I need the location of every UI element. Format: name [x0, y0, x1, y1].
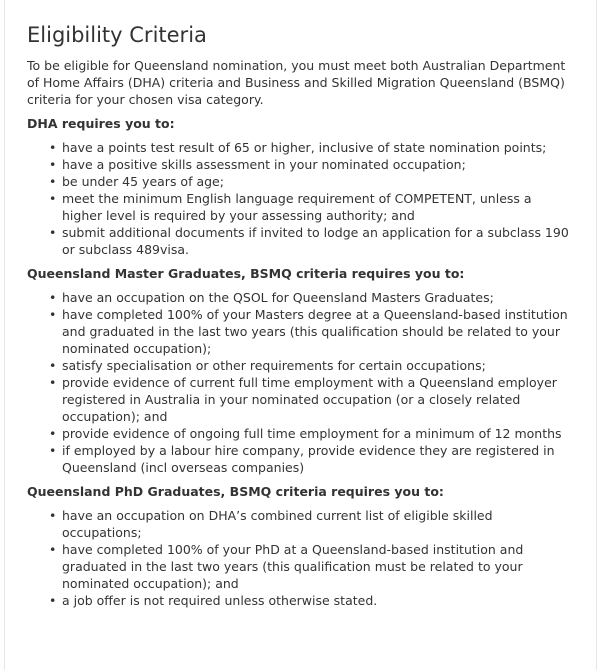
right-border: [596, 0, 597, 670]
bullet-icon: •: [49, 191, 57, 206]
list-item: • if employed by a labour hire company, provide evidence they are registered in Queensland (incl overseas companies): [49, 443, 555, 475]
bullet-icon: •: [49, 593, 57, 608]
list-item: • have completed 100% of your Masters degree at a Queensland-based institution and graduated in the last two years (this qualification should be related to your nominated occupation);: [49, 307, 568, 356]
section-heading-masters: Queensland Master Graduates, BSMQ criteria requires you to:: [27, 266, 465, 281]
bullet-icon: •: [49, 225, 57, 240]
bullet-icon: •: [49, 174, 57, 189]
list-item: • be under 45 years of age;: [49, 174, 224, 189]
bullet-icon: •: [49, 508, 57, 523]
bullet-icon: •: [49, 358, 57, 373]
list-item: • provide evidence of current full time employment with a Queensland employer registered in Australia in your nominated occupation (or a closely related occupation); and: [49, 375, 557, 424]
section-heading-phd: Queensland PhD Graduates, BSMQ criteria requires you to:: [27, 484, 444, 499]
dha-requirements-list: [27, 139, 575, 258]
list-item: • have completed 100% of your PhD at a Queensland-based institution and graduated in the last two years (this qualification must be related to your nominated occupation); and: [49, 542, 524, 591]
bullet-icon: •: [49, 307, 57, 322]
list-item: • have a positive skills assessment in your nominated occupation;: [49, 157, 466, 172]
left-border: [4, 0, 5, 670]
bullet-icon: •: [49, 140, 57, 155]
bullet-icon: •: [49, 157, 57, 172]
bullet-icon: •: [49, 375, 57, 390]
bullet-icon: •: [49, 542, 57, 557]
list-item: • meet the minimum English language requirement of COMPETENT, unless a higher level is required by your assessing authority; and: [49, 191, 532, 223]
list-item: • satisfy specialisation or other requirements for certain occupations;: [49, 358, 486, 373]
content-area: [27, 21, 575, 616]
list-item: • have an occupation on the QSOL for Queensland Masters Graduates;: [49, 290, 494, 305]
section-heading-dha: DHA requires you to:: [27, 116, 175, 131]
bullet-icon: •: [49, 443, 57, 458]
list-item: • have a points test result of 65 or higher, inclusive of state nomination points;: [49, 140, 547, 155]
list-item: • a job offer is not required unless otherwise stated.: [49, 593, 378, 608]
list-item: • submit additional documents if invited to lodge an application for a subclass 190 or subclass 489visa.: [49, 225, 569, 257]
masters-requirements-list: [27, 289, 575, 476]
bullet-icon: •: [49, 426, 57, 441]
list-item: • provide evidence of ongoing full time employment for a minimum of 12 months: [49, 426, 562, 441]
page-title: Eligibility Criteria: [27, 23, 207, 47]
bullet-icon: •: [49, 290, 57, 305]
intro-paragraph: To be eligible for Queensland nomination, you must meet both Australian Department of Home Affairs (DHA) criteria and Business and Skilled Migration Queensland (BSMQ) criteria for your chosen visa category.: [27, 58, 566, 107]
list-item: • have an occupation on DHA’s combined current list of eligible skilled occupations;: [49, 508, 493, 540]
phd-requirements-list: [27, 507, 575, 609]
